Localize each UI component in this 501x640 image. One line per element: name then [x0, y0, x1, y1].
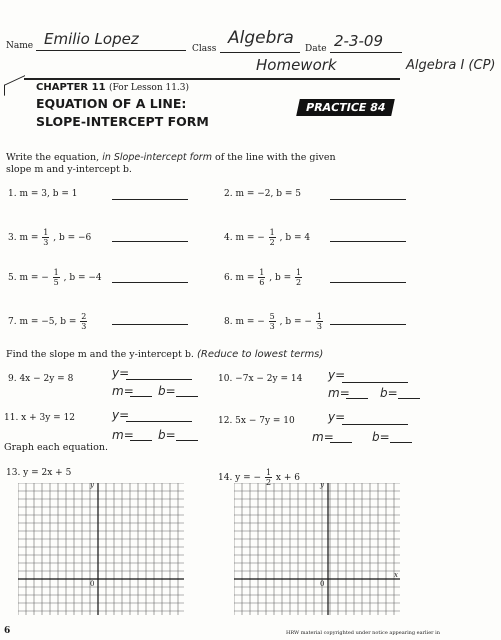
p10-b-line[interactable]: [398, 397, 420, 399]
p3-post: , b = −6: [53, 233, 92, 243]
p6-num: 1: [259, 268, 265, 277]
p8-den2: 3: [316, 322, 322, 331]
p11-y-line[interactable]: [126, 420, 192, 422]
p8-num: 5: [269, 312, 275, 321]
section1-instruction: [6, 152, 336, 163]
p4-den: 2: [269, 238, 275, 247]
section2-handwritten-note: (Reduce to lowest terms): [196, 349, 324, 360]
graph-13[interactable]: [18, 483, 184, 615]
p3-den: 3: [43, 238, 49, 247]
graph-14-y-label: y: [320, 481, 324, 489]
p5-pre: 5. m = −: [8, 273, 49, 283]
answer-line-7[interactable]: [112, 323, 188, 325]
p12-m-label: m=: [312, 430, 334, 444]
instruction-end: of the line with the given: [214, 152, 336, 163]
problem-3: [8, 228, 91, 247]
p12-b-line[interactable]: [390, 441, 412, 443]
p9-m-label: m=: [112, 384, 134, 398]
date-line: [330, 52, 402, 53]
answer-line-6[interactable]: [330, 281, 406, 283]
p3-fraction: [42, 228, 49, 247]
p11-b-line[interactable]: [176, 439, 198, 441]
p6-num2: 1: [296, 268, 302, 277]
p9-y-label: y=: [112, 366, 130, 380]
answer-line-1[interactable]: [112, 198, 188, 200]
problem-9: 9. 4x − 2y = 8: [8, 374, 74, 384]
p6-mid: , b =: [269, 273, 292, 283]
homework-note: Homework: [256, 56, 337, 74]
p12-y-label: y=: [328, 410, 346, 424]
graph-14[interactable]: [234, 483, 400, 615]
problem-13: 13. y = 2x + 5: [6, 468, 72, 478]
p9-b-label: b=: [158, 384, 176, 398]
problem-2: 2. m = −2, b = 5: [224, 189, 301, 199]
p14-post: x + 6: [275, 473, 300, 483]
p6-fraction-m: [258, 268, 265, 287]
name-line: [36, 50, 186, 51]
p14-den: 2: [265, 478, 272, 487]
p10-y-line[interactable]: [342, 381, 408, 383]
p14-pre: 14. y = −: [218, 473, 262, 483]
problem-6: [224, 268, 303, 287]
problem-1: 1. m = 3, b = 1: [8, 189, 78, 199]
instruction-handwritten: in Slope-intercept form: [102, 152, 212, 163]
p12-b-label: b=: [372, 430, 390, 444]
p8-fraction-m: [269, 312, 276, 331]
problem-11: 11. x + 3y = 12: [4, 413, 76, 423]
date-value: 2-3-09: [334, 32, 383, 50]
section2-instruction-text: Find the slope m and the y-intercept b.: [6, 349, 194, 360]
title-line2: SLOPE-INTERCEPT FORM: [36, 114, 209, 129]
answer-line-5[interactable]: [112, 281, 188, 283]
graph-13-y-label: y: [90, 481, 94, 489]
practice-badge: PRACTICE 84: [296, 99, 395, 116]
answer-line-3[interactable]: [112, 240, 188, 242]
p5-den: 5: [53, 278, 59, 287]
p6-fraction-b: [295, 268, 302, 287]
p8-mid: , b = −: [279, 317, 312, 327]
p4-num: 1: [269, 228, 275, 237]
p6-den2: 2: [296, 278, 302, 287]
chapter-heading: [36, 82, 189, 93]
class-line: [220, 52, 300, 53]
chapter-label: CHAPTER 11: [36, 82, 106, 93]
banner-corner: [4, 75, 25, 96]
problem-4: [224, 228, 310, 247]
p11-m-label: m=: [112, 428, 134, 442]
p7-num: 2: [81, 312, 87, 321]
p10-m-line[interactable]: [346, 397, 368, 399]
date-label: Date: [305, 44, 327, 54]
banner-rule: [24, 78, 400, 80]
page-number: 6: [4, 626, 11, 636]
p8-pre: 8. m = −: [224, 317, 265, 327]
p9-y-line[interactable]: [126, 378, 192, 380]
name-value: Emilio Lopez: [44, 30, 139, 48]
p5-fraction: [53, 268, 60, 287]
section1-instruction-line2: slope m and y-intercept b.: [6, 164, 132, 175]
name-label: Name: [6, 41, 34, 51]
p8-fraction-b: [316, 312, 323, 331]
p7-den: 3: [81, 322, 87, 331]
p6-pre: 6. m =: [224, 273, 255, 283]
copyright-note: HRW material copyrighted under notice appearing earlier in: [286, 630, 440, 636]
section2-instruction: [6, 349, 323, 360]
instruction-start: Write the equation,: [6, 152, 100, 163]
p8-num2: 1: [316, 312, 322, 321]
p6-den: 6: [259, 278, 265, 287]
p8-den: 3: [269, 322, 275, 331]
answer-line-8[interactable]: [330, 323, 406, 325]
problem-12: 12. 5x − 7y = 10: [218, 416, 295, 426]
p11-b-label: b=: [158, 428, 176, 442]
p11-y-label: y=: [112, 408, 130, 422]
p10-b-label: b=: [380, 386, 398, 400]
class-label: Class: [192, 44, 217, 54]
problem-8: [224, 312, 324, 331]
p4-pre: 4. m = −: [224, 233, 265, 243]
p12-y-line[interactable]: [342, 423, 408, 425]
p3-pre: 3. m =: [8, 233, 39, 243]
class-value: Algebra: [228, 28, 294, 48]
p5-post: , b = −4: [63, 273, 102, 283]
section3-instruction: Graph each equation.: [4, 442, 108, 453]
p12-m-line[interactable]: [330, 441, 352, 443]
p5-num: 1: [53, 268, 59, 277]
problem-5: [8, 268, 102, 287]
problem-7: [8, 312, 88, 331]
p9-m-line[interactable]: [130, 395, 152, 397]
graph-13-origin: 0: [90, 580, 95, 588]
graph-14-origin: 0: [320, 580, 325, 588]
p3-num: 1: [43, 228, 49, 237]
graph-14-grid[interactable]: [234, 483, 400, 615]
course-note: Algebra I (CP): [406, 58, 496, 73]
p4-fraction: [269, 228, 276, 247]
answer-line-4[interactable]: [330, 240, 406, 242]
p9-b-line[interactable]: [176, 395, 198, 397]
p7-fraction: [80, 312, 87, 331]
answer-line-2[interactable]: [330, 198, 406, 200]
p7-pre: 7. m = −5, b =: [8, 317, 77, 327]
problem-10: 10. −7x − 2y = 14: [218, 374, 303, 384]
p14-num: 1: [265, 468, 272, 477]
graph-13-grid[interactable]: [18, 483, 184, 615]
lesson-label: (For Lesson 11.3): [109, 83, 190, 93]
p4-post: , b = 4: [279, 233, 311, 243]
p10-m-label: m=: [328, 386, 350, 400]
p11-m-line[interactable]: [130, 439, 152, 441]
p10-y-label: y=: [328, 368, 346, 382]
title-line1: EQUATION OF A LINE:: [36, 96, 187, 111]
graph-14-x-label: x: [394, 571, 398, 579]
